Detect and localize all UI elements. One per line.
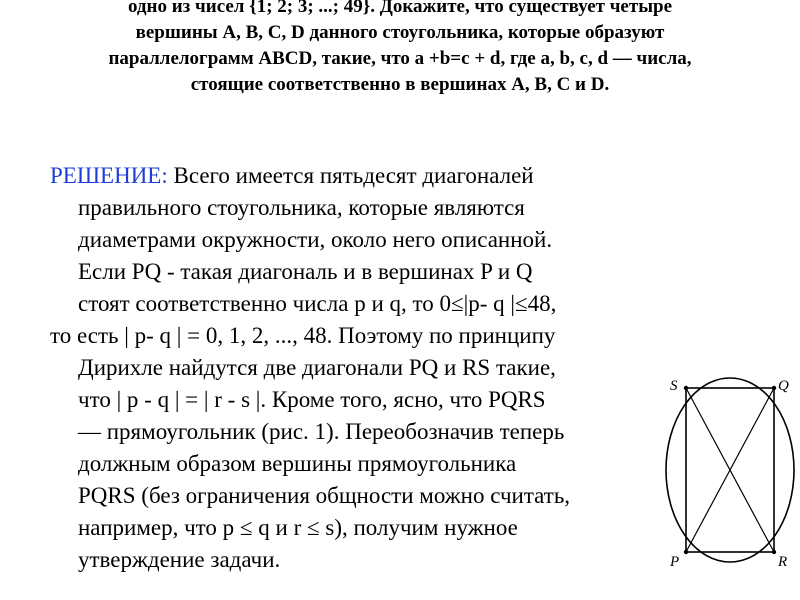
- rectangle-in-circle-figure: [656, 372, 800, 568]
- solution-label-colon: :: [161, 163, 168, 188]
- solution-line: Дирихле найдутся две диагонали PQ и RS такие,: [78, 355, 556, 380]
- vertex-q-point: [772, 386, 776, 390]
- solution-label: РЕШЕНИЕ: [50, 163, 162, 188]
- problem-line-4: стоящие соответственно в вершинах A, B, C и D.: [190, 74, 610, 95]
- vertex-p-point: [684, 550, 688, 554]
- solution-line: утверждение задачи.: [78, 547, 281, 572]
- figure-svg: [656, 372, 800, 568]
- solution-line-1: Всего имеется пятьдесят диагоналей: [167, 163, 534, 188]
- solution-line: должным образом вершины прямоугольника: [78, 451, 517, 476]
- vertex-q-label: Q: [778, 378, 789, 394]
- solution-line: диаметрами окружности, около него описанной.: [78, 227, 553, 252]
- vertex-s-label: S: [670, 378, 678, 394]
- solution-line: например, что p ≤ q и r ≤ s), получим нужное: [78, 515, 518, 540]
- solution-line: стоят соответственно числа p и q, то 0≤|p- q |≤48,: [78, 291, 557, 316]
- solution-line: то есть | p- q | = 0, 1, 2, ..., 48. Поэтому по принципу: [50, 323, 556, 348]
- solution-line: что | p - q | = | r - s |. Кроме того, ясно, что PQRS: [78, 387, 546, 412]
- solution-line: PQRS (без ограничения общности можно считать,: [78, 483, 571, 508]
- solution-line: Если PQ - такая диагональ и в вершинах P и Q: [78, 259, 533, 284]
- vertex-r-point: [772, 550, 776, 554]
- vertex-r-label: R: [778, 554, 788, 568]
- solution-line: правильного стоугольника, которые являются: [78, 195, 525, 220]
- solution-line: — прямоугольник (рис. 1). Переобозначив теперь: [78, 419, 565, 444]
- solution-first-line: [50, 160, 534, 192]
- problem-line-3: параллелограмм ABCD, такие, что a +b=c + d, где a, b, c, d — числа,: [108, 48, 692, 69]
- problem-line-1: одно из чисел {1; 2; 3; ...; 49}. Докажите, что существует четыре: [127, 0, 673, 17]
- problem-line-2: вершины A, B, C, D данного стоугольника, которые образуют: [135, 22, 665, 43]
- vertex-s-point: [684, 386, 688, 390]
- problem-statement: [0, 0, 800, 98]
- vertex-p-label: P: [670, 554, 680, 568]
